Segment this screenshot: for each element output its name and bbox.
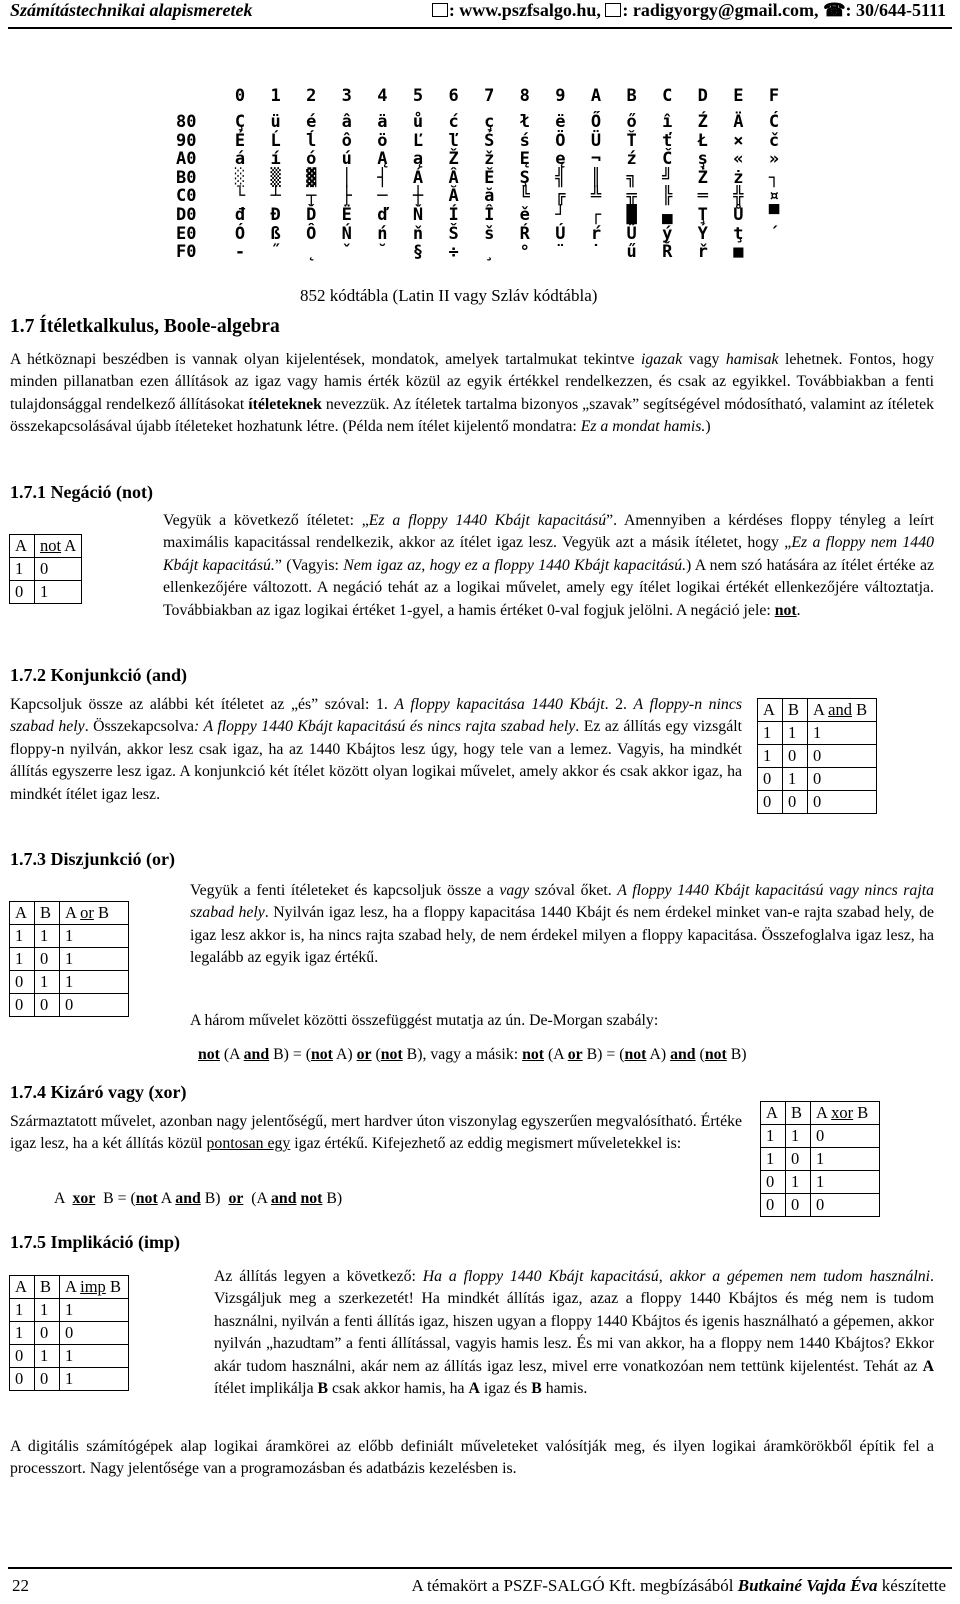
- code-table-cell: Ú: [555, 223, 566, 244]
- code-table-col-label: 8: [519, 86, 530, 106]
- truth-table-cell: A and B: [808, 699, 877, 722]
- code-table-cell: ţ: [733, 223, 744, 244]
- code-table-cell: ¤: [768, 186, 780, 207]
- code-table-col-label: E: [733, 86, 744, 106]
- code-table-cell: »: [768, 149, 780, 170]
- code-table-cell: ó: [306, 149, 317, 170]
- code-table-cell: ˘: [377, 242, 388, 263]
- code-table-row-label: 90: [176, 130, 197, 151]
- conjunction-heading: 1.7.2 Konjunkció (and): [10, 665, 188, 685]
- negation-paragraph: Vegyük a következő ítéletet: „Ez a floppy 1440 Kbájt kapacitású”. Amennyiben a kérdéses floppy tényleg a leírt maximális kapacitással rendelkezik, akkor az ítélet igaz lesz. Vegyük azt a másik ítéletet, hogy „Ez a floppy nem 1440 Kbájt kapacitású.” (Vagyis: Nem igaz az, hogy ez a floppy 1440 Kbájt kapacitású.) A nem szó hatására az ítélet értéke az ellenkezőjére változott. A negáció tehát az a logikai művelet, amely egy ítélet logikai értékét ellenkezőjére változtatja. Továbbiakban az igaz logikai értéket 1-gyel, a hamis értéket 0-val fogjuk jelölni. A negáció jele: not.: [163, 512, 935, 619]
- truth-table-cell: 0: [761, 1194, 786, 1217]
- footer-credit: A témakört a PSZF-SALGÓ Kft. megbízásából Butkainé Vajda Éva készítette: [411, 1576, 946, 1595]
- code-table-cell: ▀: [768, 204, 780, 225]
- code-table-cell: Ń: [341, 223, 352, 244]
- truth-table-cell: 0: [786, 1148, 811, 1171]
- truth-table-cell: 0: [786, 1194, 811, 1217]
- code-table-cell: Ş: [519, 167, 530, 188]
- code-table-cell: Ľ: [412, 130, 424, 151]
- disjunction-truth-table: [9, 901, 129, 1017]
- code-table-cell: ║: [590, 167, 602, 188]
- code-table-cell: đ: [234, 204, 246, 225]
- truth-table-cell: 0: [35, 1368, 60, 1391]
- code-table-cell: é: [306, 112, 317, 132]
- code-table-row: [176, 149, 796, 168]
- truth-table-cell: 0: [783, 791, 808, 814]
- code-table-cell: ă: [484, 186, 495, 207]
- code-table-cell: Ĺ: [270, 130, 281, 151]
- code-table-row: [176, 186, 796, 205]
- conjunction-paragraph: Kapcsoljuk össze az alábbi két ítéletet az „és” szóval: 1. A floppy kapacitása 1440 Kbájt. 2. A floppy-n nincs szabad hely. Összekapcsolva: A floppy 1440 Kbájt kapacitású és nincs rajta szabad hely. Ez az állítás egy vizsgált floppy-n nyilván, akkor lesz csak igaz, ha az 1440 Kbájtos lesz úgy, hogy tele van a lemez. Vagyis, ha mindkét állítás egyszerre lesz igaz. A konjunkció két ítélet között olyan logikai művelet, amely akkor és csak akkor igaz, ha mindkét ítélet igaz lesz.: [10, 696, 742, 803]
- truth-table-cell: A: [758, 699, 783, 722]
- code-table-cell: Ś: [484, 130, 495, 151]
- truth-table-cell: A or B: [60, 902, 129, 925]
- code-table-cell: ö: [377, 130, 388, 151]
- code-table-row: [176, 224, 796, 243]
- code-table-cell: ę: [555, 149, 566, 170]
- code-table-cell: ┤: [377, 167, 388, 188]
- code-table-row: [176, 131, 796, 150]
- truth-table-row: [761, 1102, 880, 1125]
- code-table-cell: ź: [626, 149, 637, 170]
- code-table-cell: ˇ: [341, 242, 352, 263]
- footer-divider: [8, 1567, 952, 1569]
- truth-table-cell: 1: [10, 948, 35, 971]
- code-table-cell: ť: [662, 130, 673, 151]
- truth-table-cell: A xor B: [811, 1102, 880, 1125]
- code-table-cell: Ę: [519, 149, 530, 170]
- code-table-cell: ´: [768, 223, 780, 244]
- code-table-cell: Ű: [626, 223, 637, 244]
- truth-table-cell: not A: [35, 535, 82, 558]
- code-table-row: [176, 168, 796, 187]
- envelope-icon: [605, 3, 621, 17]
- truth-table-cell: 1: [758, 722, 783, 745]
- code-table-cell: Č: [662, 149, 673, 170]
- code-table-col-label: F: [768, 86, 780, 106]
- truth-table-row: [758, 791, 877, 814]
- code-table-col-label: 7: [484, 86, 495, 106]
- code-table-col-label: D: [697, 86, 708, 106]
- truth-table-row: [761, 1171, 880, 1194]
- closing-paragraph: A digitális számítógépek alap logikai áramkörei az előbb definiált műveleteket valósítják meg, és ilyen logikai áramkörökből építik fel a processzort. Nagy jelentősége van a programozásban és adatbázis kezelésben is.: [10, 1438, 934, 1478]
- truth-table-cell: 1: [35, 1299, 60, 1322]
- truth-table-cell: 0: [35, 994, 60, 1017]
- code-table-cell: Ě: [484, 167, 495, 188]
- code-table-cell: ÷: [448, 242, 459, 263]
- truth-table-row: [761, 1194, 880, 1217]
- computer-icon: [432, 3, 448, 17]
- code-table-cell: Ţ: [697, 204, 708, 225]
- code-table-cell: ď: [377, 204, 388, 225]
- code-table-cell: Ř: [662, 242, 673, 263]
- code-table-cell: Ç: [234, 112, 246, 132]
- code-table-cell: Ý: [697, 223, 708, 244]
- truth-table-cell: 1: [811, 1148, 880, 1171]
- code-table-cell: ž: [484, 149, 495, 170]
- truth-table-cell: 1: [10, 1299, 35, 1322]
- truth-table-cell: 0: [35, 558, 82, 581]
- truth-table-cell: 0: [811, 1194, 880, 1217]
- code-table-cell: ╠: [662, 186, 673, 207]
- code-table-cell: Ü: [590, 130, 602, 151]
- code-table-cell: í: [270, 149, 281, 170]
- truth-table-cell: 1: [60, 1368, 129, 1391]
- truth-table-cell: 0: [761, 1171, 786, 1194]
- code-table-col-label: 5: [412, 86, 424, 106]
- disjunction-heading: 1.7.3 Diszjunkció (or): [10, 849, 175, 869]
- truth-table-cell: A: [10, 1276, 35, 1299]
- code-table-cell: ř: [697, 242, 708, 263]
- truth-table-row: [761, 1148, 880, 1171]
- demorgan-intro: A három művelet közötti összefüggést mutatja az ún. De-Morgan szabály:: [190, 1012, 659, 1029]
- code-table-cell: Ä: [733, 112, 744, 132]
- code-table-cell: ľ: [448, 130, 459, 151]
- code-table-cell: ╝: [662, 167, 673, 188]
- truth-table-cell: B: [35, 902, 60, 925]
- truth-table-cell: 1: [758, 745, 783, 768]
- code-table-col-label: 3: [341, 86, 352, 106]
- code-table-row-label: E0: [176, 223, 197, 244]
- xor-formula: A xor B = (not A and B) or (A and not B): [54, 1190, 343, 1207]
- code-table-cell: ś: [519, 130, 530, 151]
- code-table-cell: ň: [412, 223, 424, 244]
- code-table-cell: ╦: [626, 186, 637, 207]
- truth-table-cell: 0: [35, 1322, 60, 1345]
- code-table-cell: Ë: [341, 204, 352, 225]
- code-table-row-label: B0: [176, 167, 197, 188]
- code-table-cell: ¬: [590, 149, 602, 170]
- code-table-cell: Ą: [377, 149, 388, 170]
- code-table-cell: ▒: [270, 167, 281, 188]
- truth-table-row: [10, 902, 129, 925]
- truth-table-row: [761, 1125, 880, 1148]
- truth-table-cell: 0: [60, 994, 129, 1017]
- code-table-cell: Ť: [626, 130, 637, 151]
- truth-table-cell: 0: [783, 745, 808, 768]
- negation-heading: 1.7.1 Negáció (not): [10, 482, 153, 502]
- truth-table-cell: A: [761, 1102, 786, 1125]
- truth-table-cell: 1: [60, 925, 129, 948]
- truth-table-cell: 0: [10, 581, 35, 604]
- phone-label: : 30/644-5111: [845, 0, 946, 20]
- code-table-cell: Ż: [697, 167, 708, 188]
- code-table-cell: ú: [341, 149, 352, 170]
- code-table-cell: ╩: [590, 186, 602, 207]
- code-table-cell: ż: [733, 167, 744, 188]
- truth-table-cell: 1: [35, 971, 60, 994]
- code-table-cell: ä: [377, 112, 388, 132]
- code-table-cell: Ď: [306, 204, 317, 225]
- code-table-cell: ¨: [555, 242, 566, 263]
- code-table-col-label: 2: [306, 86, 317, 106]
- truth-table-cell: A imp B: [60, 1276, 129, 1299]
- code-table-cell: ╗: [626, 167, 637, 188]
- truth-table-cell: 1: [10, 925, 35, 948]
- telephone-icon: ☎: [823, 0, 846, 20]
- truth-table-cell: 1: [10, 558, 35, 581]
- xor-heading: 1.7.4 Kizáró vagy (xor): [10, 1082, 187, 1102]
- code-table-cell: ░: [234, 167, 246, 188]
- code-table-cell: č: [768, 130, 780, 151]
- code-table-col-label: 4: [377, 86, 388, 106]
- code-table-row: [176, 242, 796, 261]
- code-table-cell: ć: [448, 112, 459, 132]
- code-table-cell: ▄: [662, 204, 673, 225]
- truth-table-cell: 1: [60, 971, 129, 994]
- code-table-cell: └: [234, 186, 246, 207]
- code-table-cell: Ů: [733, 204, 744, 225]
- code-table-cell: ╬: [733, 186, 744, 207]
- code-table-cell: Î: [484, 204, 495, 225]
- code-table-cell: ─: [377, 186, 388, 207]
- code-table-cell: ═: [697, 186, 708, 207]
- header-contacts: [432, 0, 946, 21]
- code-table-cell: -: [234, 242, 246, 263]
- code-table-row: [176, 205, 796, 224]
- truth-table-cell: 0: [758, 791, 783, 814]
- header-title: Számítástechnikai alapismeretek: [10, 0, 253, 20]
- truth-table-cell: 1: [35, 925, 60, 948]
- truth-table-cell: 1: [35, 581, 82, 604]
- code-table-row-label: C0: [176, 186, 197, 207]
- truth-table-cell: 0: [811, 1125, 880, 1148]
- code-table-cell: š: [484, 223, 495, 244]
- truth-table-cell: 1: [761, 1125, 786, 1148]
- code-table-cell: ń: [377, 223, 388, 244]
- code-table-cell: É: [234, 130, 246, 151]
- code-table-cell: ˙: [590, 242, 602, 263]
- code-table-cell: î: [662, 112, 673, 132]
- code-table-cell: §: [412, 242, 424, 263]
- demorgan-rule: not (A and B) = (not A) or (not B), vagy a másik: not (A or B) = (not A) and (not B): [198, 1046, 747, 1063]
- truth-table-cell: 1: [35, 1345, 60, 1368]
- truth-table-cell: 1: [10, 1322, 35, 1345]
- truth-table-cell: A: [10, 902, 35, 925]
- truth-table-cell: B: [783, 699, 808, 722]
- truth-table-cell: 0: [10, 994, 35, 1017]
- truth-table-cell: 0: [10, 1368, 35, 1391]
- code-table-cell: Á: [412, 167, 424, 188]
- truth-table-cell: 1: [811, 1171, 880, 1194]
- xor-paragraph: Származtatott művelet, azonban nagy jelentőségű, mert hardver úton viszonylag egyszerűen megvalósítható. Értéke igaz lesz, ha a két állítás közül pontosan egy igaz értékű. Kifejezhető az eddig megismert műveletekkel is:: [10, 1113, 742, 1153]
- code-table-cell: ¸: [484, 242, 495, 263]
- code-table-cell: ů: [412, 112, 424, 132]
- code-table-col-label: 9: [555, 86, 566, 106]
- code-table-cell: ĺ: [306, 130, 317, 151]
- code-table-cell: ą: [412, 149, 424, 170]
- truth-table-cell: 0: [35, 948, 60, 971]
- truth-table-row: [10, 948, 129, 971]
- header-divider: [8, 27, 952, 29]
- truth-table-cell: 1: [783, 768, 808, 791]
- code-table-cell: ▓: [306, 167, 317, 188]
- code-table-cell: Ô: [306, 223, 317, 244]
- page-number: 22: [12, 1576, 29, 1595]
- code-table-row-label: A0: [176, 149, 197, 170]
- implication-paragraph: Az állítás legyen a következő: Ha a floppy 1440 Kbájt kapacitású, akkor a gépemen nem tudom használni. Vizsgáljuk meg a szerkezetét! Ha mindkét állítás igaz, azaz a floppy 1440 Kbájtos és még nem is tudom használni, nyilván a fenti állítás igaz, hiszen ugyan a floppy 1440 Kbájtos és igenis használható a gépemen, akkor nyilván „hazudtam” a fenti állítással, vagyis hamis lesz. És mi van akkor, ha a floppy nem 1440 Kbájtos? Ekkor akár tudom használni, akár nem az állítás igaz lesz, mivel erre vonatkozóan nem tettünk kijelentést. Tehát az A ítélet implikálja B csak akkor hamis, ha A igaz és B hamis.: [214, 1268, 934, 1398]
- xor-truth-table: [760, 1101, 880, 1217]
- code-table-cell: ş: [697, 149, 708, 170]
- truth-table-cell: 1: [761, 1148, 786, 1171]
- truth-table-cell: 1: [786, 1171, 811, 1194]
- truth-table-cell: 1: [783, 722, 808, 745]
- truth-table-cell: B: [35, 1276, 60, 1299]
- code-table-cell: ┴: [270, 186, 281, 207]
- code-table-cell: ├: [341, 186, 352, 207]
- code-table-cell: Ő: [590, 112, 602, 132]
- code-table-cell: ß: [270, 223, 281, 244]
- code-table-cell: Đ: [270, 204, 281, 225]
- code-table-cell: Ň: [412, 204, 424, 225]
- code-table-cell: ┌: [590, 204, 602, 225]
- truth-table-cell: 1: [786, 1125, 811, 1148]
- truth-table-cell: 1: [60, 1299, 129, 1322]
- code-table-cell: ý: [662, 223, 673, 244]
- code-table-row: [176, 112, 796, 131]
- code-table-cell: «: [733, 149, 744, 170]
- code-table-852: [176, 86, 796, 261]
- code-table-cell: Ă: [448, 186, 459, 207]
- code-table-cell: █: [626, 204, 637, 225]
- code-table-header: [176, 86, 796, 112]
- code-table-cell: Ć: [768, 112, 780, 132]
- section-title: 1.7 Ítéletkalkulus, Boole-algebra: [10, 316, 280, 337]
- conjunction-truth-table: [757, 698, 877, 814]
- code-table-cell: Ź: [697, 112, 708, 132]
- code-table-cell: Â: [448, 167, 459, 188]
- code-table-cell: á: [234, 149, 246, 170]
- code-table-cell: Ł: [697, 130, 708, 151]
- code-table-cell: Ó: [234, 223, 246, 244]
- truth-table-cell: 1: [808, 722, 877, 745]
- code-table-cell: ┬: [306, 186, 317, 207]
- code-table-cell: Ŕ: [519, 223, 530, 244]
- truth-table-cell: B: [786, 1102, 811, 1125]
- truth-table-cell: 1: [60, 948, 129, 971]
- code-table-cell: ┐: [768, 167, 780, 188]
- truth-table-row: [758, 768, 877, 791]
- code-table-caption: 852 kódtábla (Latin II vagy Szláv kódtábla): [300, 286, 598, 305]
- code-table-cell: ˝: [270, 242, 281, 263]
- web-label: : www.pszfsalgo.hu,: [448, 0, 606, 20]
- code-table-cell: ×: [733, 130, 744, 151]
- code-table-cell: ě: [519, 204, 530, 225]
- truth-table-cell: 0: [758, 768, 783, 791]
- code-table-cell: Ö: [555, 130, 566, 151]
- truth-table-row: [758, 699, 877, 722]
- code-table-cell: ç: [484, 112, 495, 132]
- truth-table-cell: 0: [808, 745, 877, 768]
- code-table-cell: ┘: [555, 204, 566, 225]
- disjunction-paragraph: Vegyük a fenti ítéleteket és kapcsoljuk össze a vagy szóval őket. A floppy 1440 Kbájt kapacitású vagy nincs rajta szabad hely. Nyilván igaz lesz, ha a floppy kapacitása 1440 Kbájt és nem érdekel minket van-e rajta szabad hely, de igaz lesz akkor is, ha nincs rajta szabad hely, de nem érdekel milyen a floppy kapacitása. Összefoglalva igaz lesz, ha legalább az egyik igaz értékű.: [190, 882, 935, 967]
- code-table-col-label: C: [662, 86, 673, 106]
- code-table-cell: Š: [448, 223, 459, 244]
- code-table-cell: ˛: [306, 242, 317, 263]
- code-table-cell: ╣: [555, 167, 566, 188]
- code-table-cell: │: [341, 167, 352, 188]
- code-table-col-label: 0: [234, 86, 246, 106]
- truth-table-cell: 0: [808, 791, 877, 814]
- code-table-cell: ╔: [555, 186, 566, 207]
- code-table-cell: ő: [626, 112, 637, 132]
- implication-heading: 1.7.5 Implikáció (imp): [10, 1232, 181, 1252]
- truth-table-row: [758, 745, 877, 768]
- truth-table-row: [10, 994, 129, 1017]
- truth-table-row: [758, 722, 877, 745]
- code-table-cell: Í: [448, 204, 459, 225]
- code-table-cell: ■: [733, 242, 744, 263]
- truth-table-cell: 0: [60, 1322, 129, 1345]
- code-table-row-label: 80: [176, 112, 197, 132]
- code-table-cell: ô: [341, 130, 352, 151]
- intro-paragraph: A hétköznapi beszédben is vannak olyan kijelentések, mondatok, amelyek tartalmukat tekintve igazak vagy hamisak lehetnek. Fontos, hogy minden pillanatban ezen állítások az igaz vagy hamis érték közül az egyik értékkel rendelkezzen, és csak az egyikkel. Továbbiakban a fenti tulajdonsággal rendelkező állításokat ítéleteknek nevezzük. Az ítéletek tartalma bizonyos „szavak” segítségével módosítható, valamint az ítéletek összekapcsolásával újabb ítéleteket hozhatunk létre. (Példa nem ítélet kijelentő mondatra: Ez a mondat hamis.): [10, 351, 934, 436]
- code-table-cell: ű: [626, 242, 637, 263]
- code-table-cell: ╚: [519, 186, 530, 207]
- code-table-col-label: 1: [270, 86, 281, 106]
- code-table-cell: ë: [555, 112, 566, 132]
- mail-label: : radigyorgy@gmail.com,: [622, 0, 824, 20]
- code-table-col-label: B: [626, 86, 637, 106]
- code-table-row-label: D0: [176, 204, 197, 225]
- truth-table-cell: 0: [10, 971, 35, 994]
- truth-table-cell: A: [10, 535, 35, 558]
- code-table-col-label: 6: [448, 86, 459, 106]
- truth-table-cell: 1: [60, 1345, 129, 1368]
- code-table-cell: â: [341, 112, 352, 132]
- truth-table-row: [10, 925, 129, 948]
- code-table-cell: ŕ: [590, 223, 602, 244]
- code-table-row-label: F0: [176, 242, 197, 263]
- code-table-cell: ┼: [412, 186, 424, 207]
- truth-table-row: [10, 971, 129, 994]
- truth-table-cell: 0: [808, 768, 877, 791]
- truth-table-cell: 0: [10, 1345, 35, 1368]
- code-table-cell: °: [519, 242, 530, 263]
- code-table-col-label: A: [590, 86, 602, 106]
- code-table-cell: ü: [270, 112, 281, 132]
- code-table-cell: Ž: [448, 149, 459, 170]
- code-table-cell: ł: [519, 112, 530, 132]
